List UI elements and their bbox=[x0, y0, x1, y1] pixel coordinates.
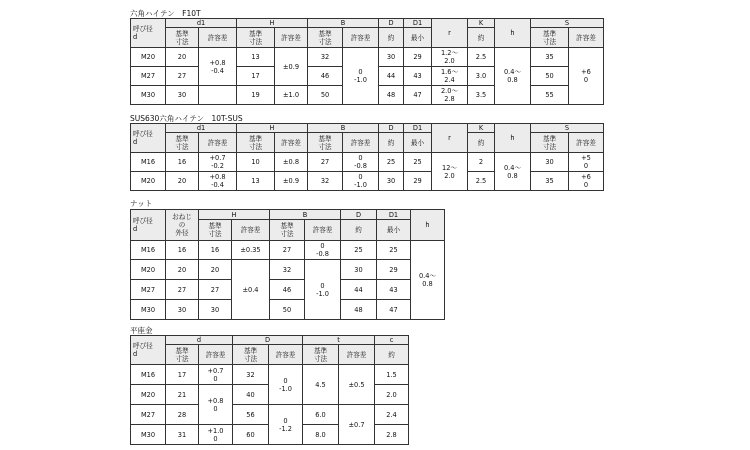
cell-B: 46 bbox=[270, 280, 305, 300]
header-t: t bbox=[303, 336, 375, 345]
cell-d1: 20 bbox=[166, 172, 199, 191]
header-d: d bbox=[166, 336, 233, 345]
cell-D: 44 bbox=[341, 280, 377, 300]
header-std: 基準 寸法 bbox=[531, 28, 569, 48]
header-min: 最小 bbox=[404, 28, 432, 48]
cell-size: M20 bbox=[131, 260, 166, 280]
cell-thread: 30 bbox=[166, 300, 199, 320]
cell-B: 32 bbox=[270, 260, 305, 280]
header-tol: 許容差 bbox=[275, 133, 308, 153]
cell-D1: 47 bbox=[377, 300, 411, 320]
header-call-size: 呼び径 d bbox=[131, 124, 166, 153]
cell-d1-tol: +0.8 -0.4 bbox=[199, 48, 237, 86]
header-tol: 許容差 bbox=[232, 220, 270, 241]
cell-h: 0.4～ 0.8 bbox=[411, 241, 445, 320]
header-H: H bbox=[199, 210, 270, 220]
cell-size: M16 bbox=[131, 365, 166, 385]
cell-D: 30 bbox=[379, 48, 404, 67]
cell-D: 30 bbox=[379, 172, 404, 191]
cell-S-tol: +6 0 bbox=[569, 172, 604, 191]
cell-H: 13 bbox=[237, 172, 275, 191]
header-h: h bbox=[411, 210, 445, 241]
header-min: 最小 bbox=[404, 133, 432, 153]
table-row bbox=[131, 300, 445, 320]
cell-thread: 27 bbox=[166, 280, 199, 300]
header-c: c bbox=[375, 336, 409, 345]
cell-S: 35 bbox=[531, 172, 569, 191]
cell-t: 8.0 bbox=[303, 425, 339, 445]
cell-D-tol: 0 -1.2 bbox=[269, 405, 303, 445]
table-row bbox=[131, 172, 637, 191]
cell-size: M30 bbox=[131, 300, 166, 320]
cell-size: M20 bbox=[131, 172, 166, 191]
cell-d1: 27 bbox=[166, 67, 199, 86]
cell-size: M20 bbox=[131, 48, 166, 67]
header-approx: 約 bbox=[375, 345, 409, 365]
header-std: 基準 寸法 bbox=[531, 133, 569, 153]
cell-size: M16 bbox=[131, 241, 166, 260]
header-D: D bbox=[379, 19, 404, 28]
table-sus630-bolt bbox=[130, 123, 637, 191]
cell-d1-tol: +0.8 -0.4 bbox=[199, 172, 237, 191]
table-washer bbox=[130, 335, 409, 445]
cell-r: 12～ 2.0 bbox=[432, 153, 468, 191]
cell-h: 0.4～ 0.8 bbox=[495, 48, 531, 105]
header-approx: 約 bbox=[379, 133, 404, 153]
cell-c: 2.8 bbox=[375, 425, 409, 445]
header-std: 基準 寸法 bbox=[233, 345, 269, 365]
header-std: 基準 寸法 bbox=[199, 220, 232, 241]
header-h: h bbox=[495, 124, 531, 153]
cell-B: 27 bbox=[270, 241, 305, 260]
cell-d-tol: +0.7 0 bbox=[199, 365, 233, 385]
header-std: 基準 寸法 bbox=[166, 133, 199, 153]
cell-B-tol: 0 -1.0 bbox=[343, 172, 379, 191]
header-tol: 許容差 bbox=[275, 28, 308, 48]
cell-d-tol: +1.0 0 bbox=[199, 425, 233, 445]
cell-d-tol: +0.8 0 bbox=[199, 385, 233, 425]
table-row bbox=[131, 86, 637, 105]
cell-thread: 16 bbox=[166, 241, 199, 260]
cell-S: 55 bbox=[531, 86, 569, 105]
cell-D: 30 bbox=[341, 260, 377, 280]
header-approx: 約 bbox=[341, 220, 377, 241]
header-std: 基準 寸法 bbox=[308, 28, 343, 48]
cell-d1: 20 bbox=[166, 48, 199, 67]
cell-c: 2.4 bbox=[375, 405, 409, 425]
header-tol: 許容差 bbox=[199, 345, 233, 365]
cell-K: 2.5 bbox=[468, 172, 495, 191]
cell-h: 0.4～ 0.8 bbox=[495, 153, 531, 191]
table-f10t-bolt bbox=[130, 18, 637, 105]
cell-D1: 43 bbox=[377, 280, 411, 300]
header-std: 基準 寸法 bbox=[308, 133, 343, 153]
header-tol: 許容差 bbox=[199, 133, 237, 153]
cell-d1-tol-empty bbox=[199, 86, 237, 105]
header-min: 最小 bbox=[377, 220, 411, 241]
header-D1: D1 bbox=[377, 210, 411, 220]
header-K: K bbox=[468, 124, 495, 133]
cell-H: 13 bbox=[237, 48, 275, 67]
header-r: r bbox=[432, 19, 468, 48]
header-tol: 許容差 bbox=[269, 345, 303, 365]
header-call-size: 呼び径 d bbox=[131, 19, 166, 48]
section-title-washer: 平座金 bbox=[130, 326, 153, 335]
cell-d: 21 bbox=[166, 385, 199, 405]
cell-size: M30 bbox=[131, 425, 166, 445]
cell-D1: 25 bbox=[377, 241, 411, 260]
cell-H-tol: ±0.35 bbox=[232, 241, 270, 260]
cell-H-tol: ±0.4 bbox=[232, 260, 270, 320]
cell-D1: 29 bbox=[404, 48, 432, 67]
header-tol: 許容差 bbox=[343, 28, 379, 48]
header-std: 基準 寸法 bbox=[303, 345, 339, 365]
cell-H: 19 bbox=[237, 86, 275, 105]
header-K: K bbox=[468, 19, 495, 28]
header-tol: 許容差 bbox=[569, 28, 604, 48]
cell-thread: 20 bbox=[166, 260, 199, 280]
cell-size: M27 bbox=[131, 405, 166, 425]
table-nut bbox=[130, 209, 445, 320]
cell-S-tol: +5 0 bbox=[569, 153, 604, 172]
cell-H: 17 bbox=[237, 67, 275, 86]
header-tol: 許容差 bbox=[199, 28, 237, 48]
section-title-sus630: SUS630六角ハイテン 10T-SUS bbox=[130, 114, 243, 123]
header-std: 基準 寸法 bbox=[237, 28, 275, 48]
table-row bbox=[131, 241, 445, 260]
cell-d: 31 bbox=[166, 425, 199, 445]
cell-B: 32 bbox=[308, 172, 343, 191]
cell-r: 2.0～ 2.8 bbox=[432, 86, 468, 105]
cell-D: 40 bbox=[233, 385, 269, 405]
cell-D-tol: 0 -1.0 bbox=[269, 365, 303, 405]
cell-B: 50 bbox=[308, 86, 343, 105]
section-title-nut: ナット bbox=[130, 199, 153, 208]
cell-D: 56 bbox=[233, 405, 269, 425]
cell-r: 1.6～ 2.4 bbox=[432, 67, 468, 86]
cell-D: 25 bbox=[379, 153, 404, 172]
table-row bbox=[131, 365, 409, 385]
header-tol: 許容差 bbox=[339, 345, 375, 365]
table-row bbox=[131, 48, 637, 67]
cell-r: 1.2～ 2.0 bbox=[432, 48, 468, 67]
cell-d: 17 bbox=[166, 365, 199, 385]
table-row bbox=[131, 280, 445, 300]
header-tol: 許容差 bbox=[305, 220, 341, 241]
cell-D: 48 bbox=[341, 300, 377, 320]
cell-B: 46 bbox=[308, 67, 343, 86]
header-H: H bbox=[237, 124, 308, 133]
cell-S: 35 bbox=[531, 48, 569, 67]
cell-H-tol: ±0.9 bbox=[275, 48, 308, 86]
header-std: 基準 寸法 bbox=[237, 133, 275, 153]
cell-t-tol: ±0.5 bbox=[339, 365, 375, 405]
cell-H: 20 bbox=[199, 260, 232, 280]
header-B: B bbox=[308, 19, 379, 28]
cell-H: 27 bbox=[199, 280, 232, 300]
cell-B-tol: 0 -0.8 bbox=[343, 153, 379, 172]
header-tol: 許容差 bbox=[569, 133, 604, 153]
cell-D: 25 bbox=[341, 241, 377, 260]
header-std: 基準 寸法 bbox=[166, 28, 199, 48]
header-D1: D1 bbox=[404, 124, 432, 133]
header-d1: d1 bbox=[166, 124, 237, 133]
cell-K: 3.5 bbox=[468, 86, 495, 105]
header-D: D bbox=[341, 210, 377, 220]
header-approx: 約 bbox=[468, 28, 495, 48]
header-approx: 約 bbox=[468, 133, 495, 153]
cell-t: 6.0 bbox=[303, 405, 339, 425]
cell-H-tol: ±0.9 bbox=[275, 172, 308, 191]
cell-S: 50 bbox=[531, 67, 569, 86]
cell-D1: 25 bbox=[404, 153, 432, 172]
header-B: B bbox=[308, 124, 379, 133]
header-approx: 約 bbox=[379, 28, 404, 48]
cell-D1: 43 bbox=[404, 67, 432, 86]
cell-B: 32 bbox=[308, 48, 343, 67]
cell-K: 3.0 bbox=[468, 67, 495, 86]
cell-B-tol: 0 -0.8 bbox=[305, 241, 341, 260]
cell-size: M27 bbox=[131, 280, 166, 300]
cell-d: 28 bbox=[166, 405, 199, 425]
cell-t: 4.5 bbox=[303, 365, 339, 405]
cell-size: M20 bbox=[131, 385, 166, 405]
header-D: D bbox=[379, 124, 404, 133]
header-B: B bbox=[270, 210, 341, 220]
cell-B: 27 bbox=[308, 153, 343, 172]
header-S: S bbox=[531, 124, 604, 133]
cell-D1: 29 bbox=[377, 260, 411, 280]
cell-S-tol: +6 0 bbox=[569, 48, 604, 105]
cell-S: 30 bbox=[531, 153, 569, 172]
cell-D: 32 bbox=[233, 365, 269, 385]
table-row bbox=[131, 260, 445, 280]
cell-H-tol: ±0.8 bbox=[275, 153, 308, 172]
cell-D1: 47 bbox=[404, 86, 432, 105]
cell-t-tol: ±0.7 bbox=[339, 405, 375, 445]
header-tol: 許容差 bbox=[343, 133, 379, 153]
table-row bbox=[131, 153, 637, 172]
cell-c: 2.0 bbox=[375, 385, 409, 405]
header-D1: D1 bbox=[404, 19, 432, 28]
cell-size: M27 bbox=[131, 67, 166, 86]
cell-d1-tol: +0.7 -0.2 bbox=[199, 153, 237, 172]
cell-H: 10 bbox=[237, 153, 275, 172]
table-row bbox=[131, 405, 409, 425]
header-D: D bbox=[233, 336, 303, 345]
header-std: 基準 寸法 bbox=[166, 345, 199, 365]
cell-B-tol: 0 -1.0 bbox=[305, 260, 341, 320]
cell-D: 48 bbox=[379, 86, 404, 105]
cell-H-tol: ±1.0 bbox=[275, 86, 308, 105]
cell-size: M30 bbox=[131, 86, 166, 105]
header-r: r bbox=[432, 124, 468, 153]
header-S: S bbox=[531, 19, 604, 28]
cell-d1: 16 bbox=[166, 153, 199, 172]
cell-D: 60 bbox=[233, 425, 269, 445]
section-title-f10t: 六角ハイテン F10T bbox=[130, 9, 201, 18]
cell-B-tol: 0 -1.0 bbox=[343, 48, 379, 105]
header-call-size: 呼び径 d bbox=[131, 336, 166, 365]
header-d1: d1 bbox=[166, 19, 237, 28]
header-h: h bbox=[495, 19, 531, 48]
cell-D1: 29 bbox=[404, 172, 432, 191]
cell-size: M16 bbox=[131, 153, 166, 172]
cell-c: 1.5 bbox=[375, 365, 409, 385]
cell-K: 2 bbox=[468, 153, 495, 172]
header-H: H bbox=[237, 19, 308, 28]
header-call-size: 呼び径 d bbox=[131, 210, 166, 241]
header-thread-diameter: おねじ の 外径 bbox=[166, 210, 199, 241]
cell-H: 16 bbox=[199, 241, 232, 260]
cell-H: 30 bbox=[199, 300, 232, 320]
cell-d1: 30 bbox=[166, 86, 199, 105]
cell-K: 2.5 bbox=[468, 48, 495, 67]
cell-D: 44 bbox=[379, 67, 404, 86]
header-std: 基準 寸法 bbox=[270, 220, 305, 241]
cell-B: 50 bbox=[270, 300, 305, 320]
